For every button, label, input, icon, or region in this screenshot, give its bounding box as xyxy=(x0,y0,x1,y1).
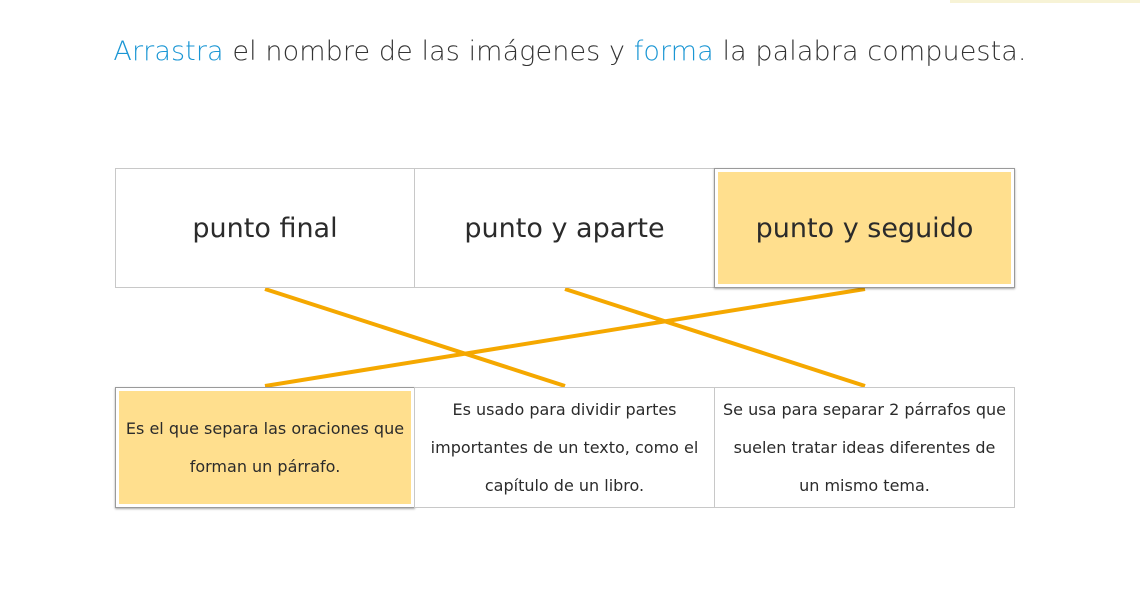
term-label: punto y seguido xyxy=(755,212,974,244)
definition-text: Se usa para separar 2 párrafos que suelen tratar ideas diferentes de un mismo tema. xyxy=(723,399,1006,495)
instruction-part-1: el nombre de las imágenes y xyxy=(223,36,634,67)
term-label: punto final xyxy=(192,212,338,244)
instruction-keyword-drag: Arrastra xyxy=(113,36,224,67)
instruction-text xyxy=(0,36,1140,67)
definition-card-1[interactable] xyxy=(115,387,415,508)
term-label: punto y aparte xyxy=(464,212,665,244)
definition-text: Es el que separa las oraciones que forman un párrafo. xyxy=(125,418,405,476)
instruction-keyword-form: forma xyxy=(633,36,714,67)
definition-card-2[interactable] xyxy=(414,387,715,508)
term-card-punto-final[interactable] xyxy=(115,168,415,288)
definition-card-3[interactable] xyxy=(714,387,1015,508)
term-card-punto-y-seguido[interactable] xyxy=(714,168,1015,288)
connector-line-3 xyxy=(265,289,865,386)
top-accent-bar xyxy=(950,0,1140,3)
definitions-row xyxy=(115,387,1016,508)
term-card-punto-y-aparte[interactable] xyxy=(414,168,715,288)
connector-line-2 xyxy=(565,289,865,386)
definition-text: Es usado para dividir partes importantes de un texto, como el capítulo de un libro. xyxy=(430,399,699,495)
terms-row xyxy=(115,168,1016,288)
instruction-part-2: la palabra compuesta. xyxy=(713,36,1027,67)
connector-line-1 xyxy=(265,289,565,386)
